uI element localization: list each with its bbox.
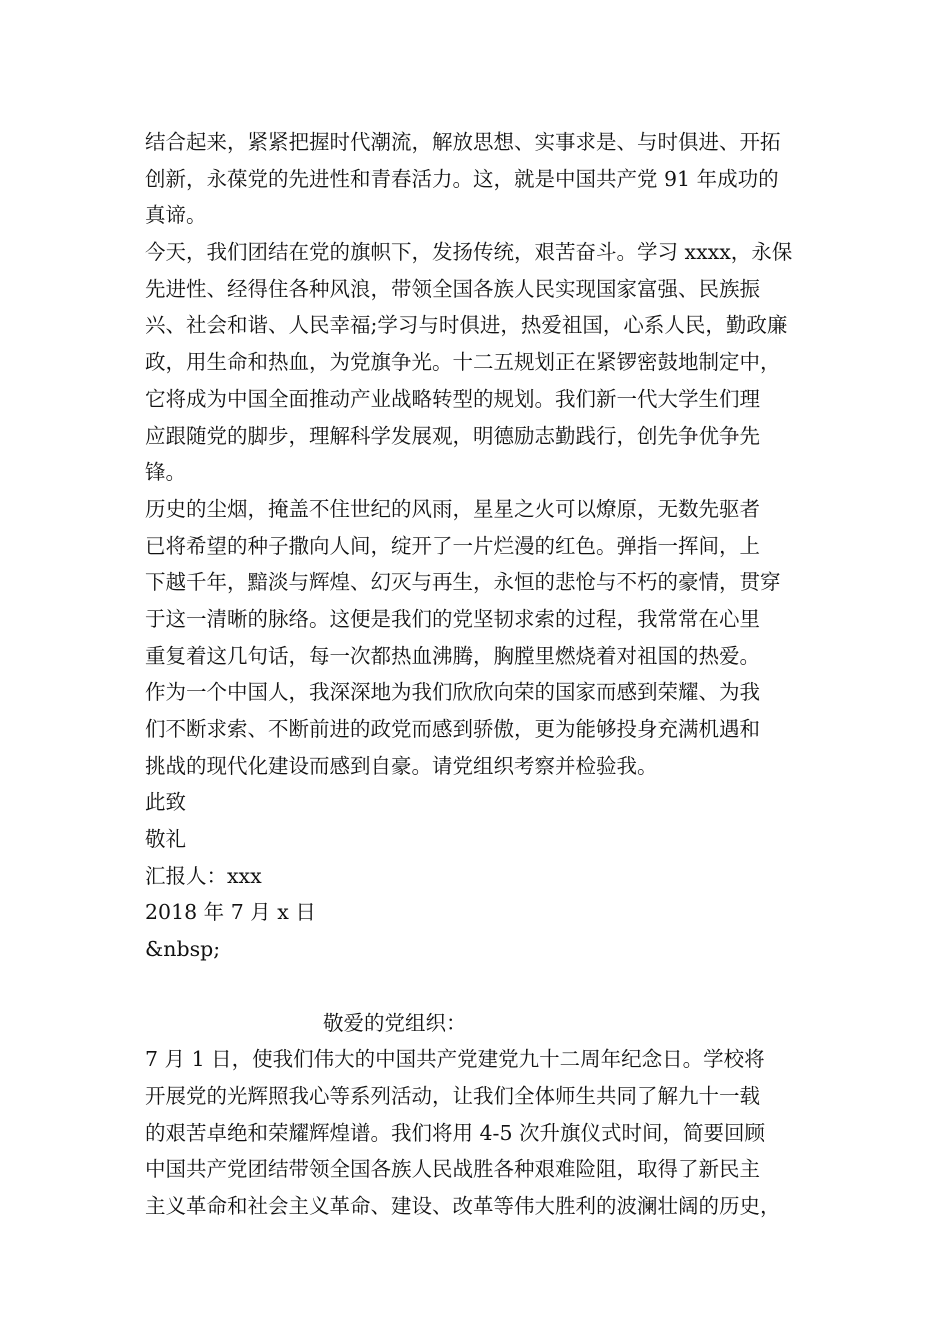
text-line: 的艰苦卓绝和荣耀辉煌谱。我们将用 4-5 次升旗仪式时间，简要回顾: [145, 1120, 766, 1145]
text-line: 应跟随党的脚步，理解科学发展观，明德励志勤践行，创先争优争先: [145, 423, 760, 448]
closing-salute: 敬礼: [145, 827, 186, 852]
text-line: 它将成为中国全面推动产业战略转型的规划。我们新一代大学生们理: [145, 386, 760, 411]
text-line: 7 月 1 日，使我们伟大的中国共产党建党九十二周年纪念日。学校将: [145, 1047, 765, 1072]
text-line: 真谛。: [145, 203, 207, 228]
text-line: 已将希望的种子撒向人间，绽开了一片烂漫的红色。弹指一挥间，上: [145, 533, 760, 558]
text-line: 创新，永葆党的先进性和青春活力。这，就是中国共产党 91 年成功的: [145, 166, 779, 191]
paragraph-3: [145, 491, 830, 785]
text-line: 先进性、经得住各种风浪，带领全国各族人民实现国家富强、民族振: [145, 276, 760, 301]
document-body: [145, 124, 830, 1225]
paragraph-2: [145, 234, 830, 491]
text-line: 今天，我们团结在党的旗帜下，发扬传统，艰苦奋斗。学习 xxxx，永保: [145, 240, 793, 265]
text-line: 重复着这几句话，每一次都热血沸腾，胸膛里燃烧着对祖国的热爱。: [145, 643, 760, 668]
text-line: 锋。: [145, 460, 186, 485]
text-line: 政，用生命和热血，为党旗争光。十二五规划正在紧锣密鼓地制定中，: [145, 350, 781, 375]
text-line: 作为一个中国人，我深深地为我们欣欣向荣的国家而感到荣耀、为我: [145, 680, 760, 705]
text-line: 们不断求索、不断前进的政党而感到骄傲，更为能够投身充满机遇和: [145, 717, 760, 741]
text-line: 历史的尘烟，掩盖不住世纪的风雨，星星之火可以燎原，无数先驱者: [145, 496, 760, 521]
text-line: 开展党的光辉照我心等系列活动，让我们全体师生共同了解九十一载: [145, 1083, 760, 1108]
paragraph-4: [145, 1041, 830, 1224]
nbsp-artifact: &nbsp;: [145, 937, 221, 962]
text-line: 下越千年，黯淡与辉煌、幻灭与再生，永恒的悲怆与不朽的豪情，贯穿: [145, 570, 781, 595]
text-line: 于这一清晰的脉络。这便是我们的党坚韧求索的过程，我常常在心里: [145, 606, 760, 631]
reporter-name: 汇报人：xxx: [145, 863, 262, 888]
paragraph-1: [145, 124, 830, 234]
text-line: 兴、社会和谐、人民幸福;学习与时俱进，热爱祖国，心系人民，勤政廉: [145, 313, 788, 338]
salutation-heading: 敬爱的党组织：: [323, 1010, 467, 1035]
text-line: 中国共产党团结带领全国各族人民战胜各种艰难险阻，取得了新民主: [145, 1157, 760, 1182]
text-line: 结合起来，紧紧把握时代潮流，解放思想、实事求是、与时俱进、开拓: [145, 130, 781, 154]
text-line: 挑战的现代化建设而感到自豪。请党组织考察并检验我。: [145, 753, 658, 778]
report-date: 2018 年 7 月 x 日: [145, 900, 316, 925]
blank-line: [145, 968, 830, 1005]
closing-regards: 此致: [145, 790, 186, 815]
text-line: 主义革命和社会主义革命、建设、改革等伟大胜利的波澜壮阔的历史，: [145, 1193, 781, 1218]
